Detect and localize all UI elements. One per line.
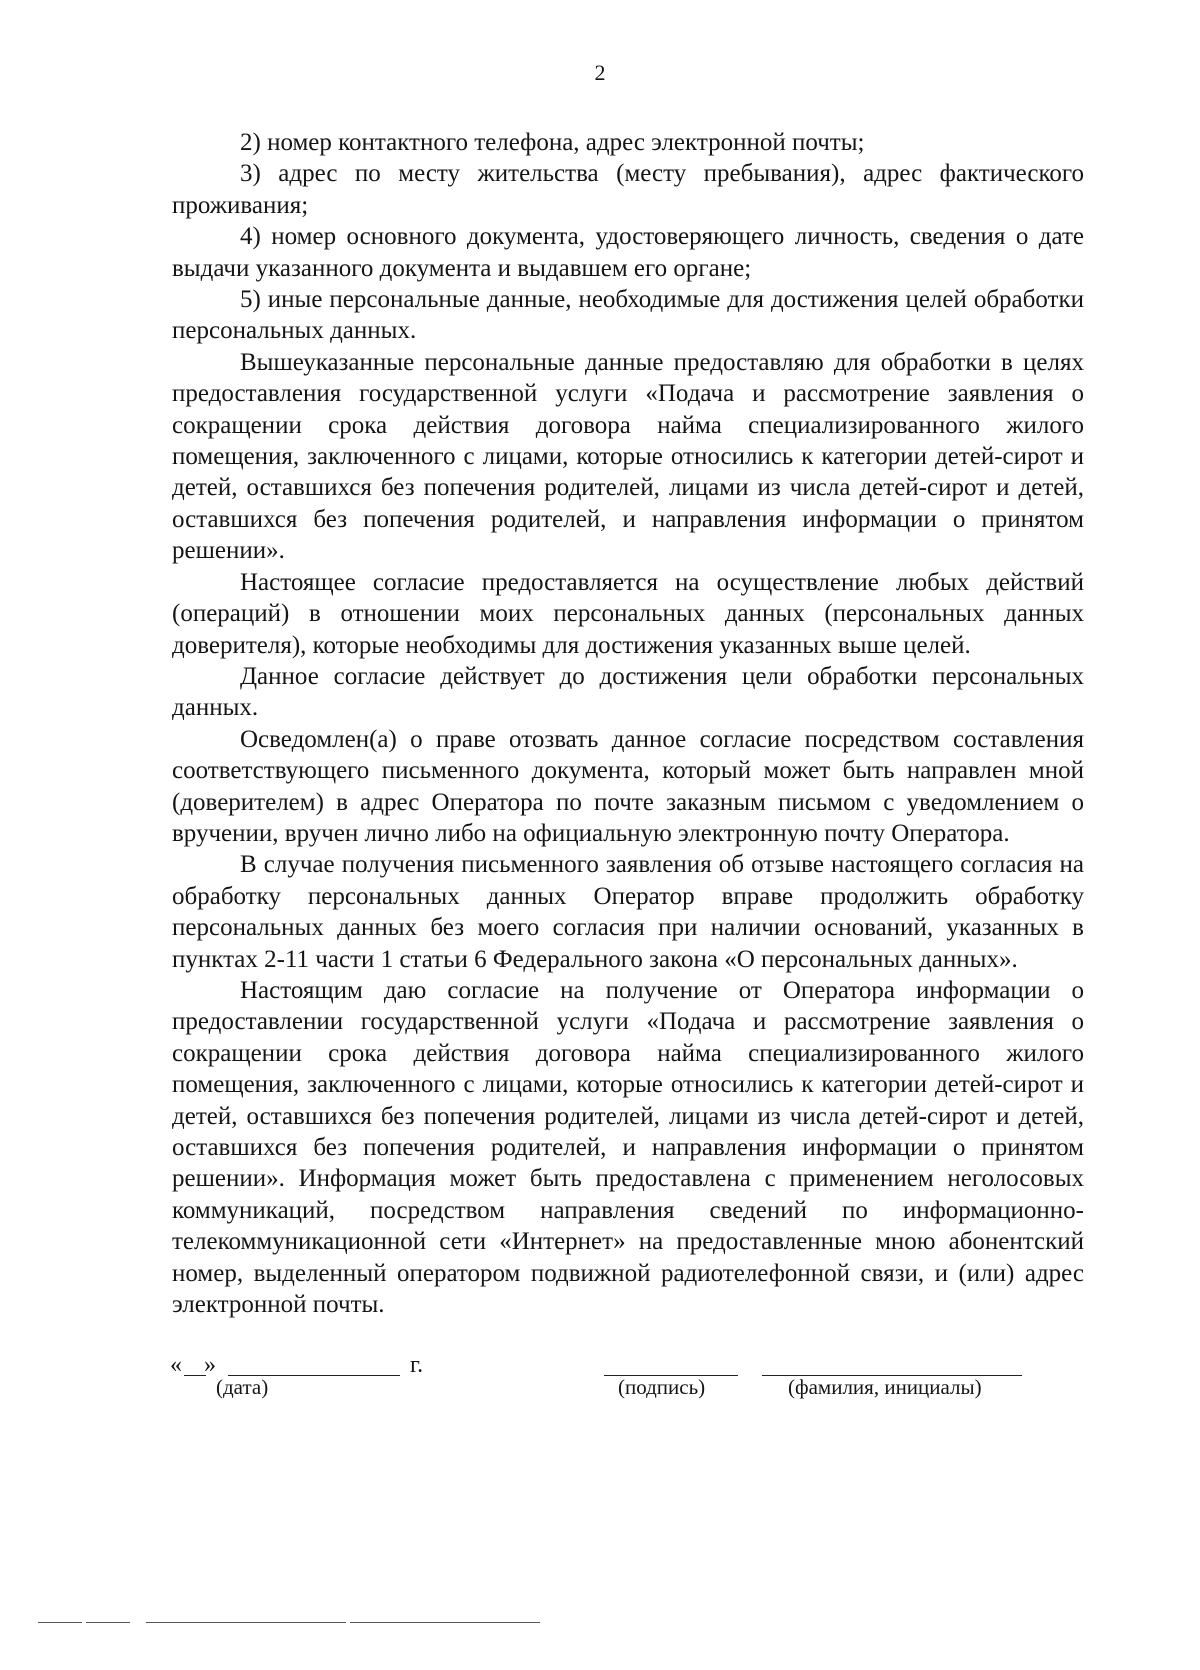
page-number: 2 bbox=[594, 60, 606, 85]
date-open-quote: « bbox=[170, 1352, 182, 1378]
date-close-quote: » bbox=[204, 1352, 216, 1378]
name-caption: (фамилия, инициалы) bbox=[788, 1375, 982, 1399]
signature-line bbox=[604, 1375, 738, 1376]
footer-divider-segment bbox=[350, 1622, 540, 1623]
paragraph-item-3: 3) адрес по месту жительства (месту пребывания), адрес фактического проживания; bbox=[172, 160, 1084, 219]
name-line bbox=[762, 1375, 1022, 1376]
date-year-suffix: г. bbox=[410, 1352, 424, 1378]
signature-caption: (подпись) bbox=[618, 1375, 706, 1399]
footer-divider-segment bbox=[86, 1622, 130, 1623]
paragraph-validity: Данное согласие действует до достижения цели обработки персональных данных. bbox=[172, 662, 1084, 722]
paragraph-item-4: 4) номер основного документа, удостоверяющего личность, сведения о дате выдачи указанного документа и выдавшем его органе; bbox=[172, 223, 1084, 282]
date-caption: (дата) bbox=[216, 1375, 269, 1399]
paragraph-item-5: 5) иные персональные данные, необходимые для достижения целей обработки персональных данных. bbox=[172, 286, 1084, 345]
paragraph-item-2: 2) номер контактного телефона, адрес электронной почты; bbox=[240, 129, 865, 156]
footer-divider-segment bbox=[38, 1622, 82, 1623]
date-month-line bbox=[228, 1375, 400, 1376]
paragraph-scope: Настоящее согласие предоставляется на осуществление любых действий (операций) в отношении моих персональных данных (персональных данных доверителя), которые необходимы для достижения указанных выше целей. bbox=[172, 568, 1084, 659]
paragraph-notification-consent: Настоящим даю согласие на получение от Оператора информации о предоставлении государственной услуги «Подача и рассмотрение заявления о сокращении срока действия договора найма специализированного жилого помещения, заключенного с лицами, которые относились к категории детей-сирот и детей, оставшихся без попечения родителей, лицами из числа детей-сирот и детей, оставшихся без попечения родителей, и направления информации о принятом решении». Информация может быть предоставлена с применением неголосовых коммуникаций, посредством направления сведений по информационно-телекоммуникационной сети «Интернет» на предоставленные мною абонентский номер, выделенный оператором подвижной радиотелефонной связи, и (или) адрес электронной почты. bbox=[172, 976, 1084, 1319]
document-body bbox=[172, 127, 1084, 1320]
paragraph-revocation: Осведомлен(а) о праве отозвать данное согласие посредством составления соответствующего письменного документа, который может быть направлен мной (доверителем) в адрес Оператора по почте заказным письмом с уведомлением о вручении, вручен лично либо на официальную электронную почту Оператора. bbox=[172, 725, 1084, 847]
date-day-line bbox=[184, 1375, 206, 1376]
paragraph-purpose: Вышеуказанные персональные данные предоставляю для обработки в целях предоставления государственной услуги «Подача и рассмотрение заявления о сокращении срока действия договора найма специализированного жилого помещения, заключенного с лицами, которые относились к категории детей-сирот и детей, оставшихся без попечения родителей, лицами из числа детей-сирот и детей, оставшихся без попечения родителей, и направления информации о принятом решении». bbox=[172, 348, 1084, 565]
footer-divider-segment bbox=[146, 1622, 346, 1623]
paragraph-withdrawal: В случае получения письменного заявления об отзыве настоящего согласия на обработку персональных данных Оператор вправе продолжить обработку персональных данных без моего согласия при наличии оснований, указанных в пунктах 2-11 части 1 статьи 6 Федерального закона «О персональных данных». bbox=[172, 851, 1084, 973]
